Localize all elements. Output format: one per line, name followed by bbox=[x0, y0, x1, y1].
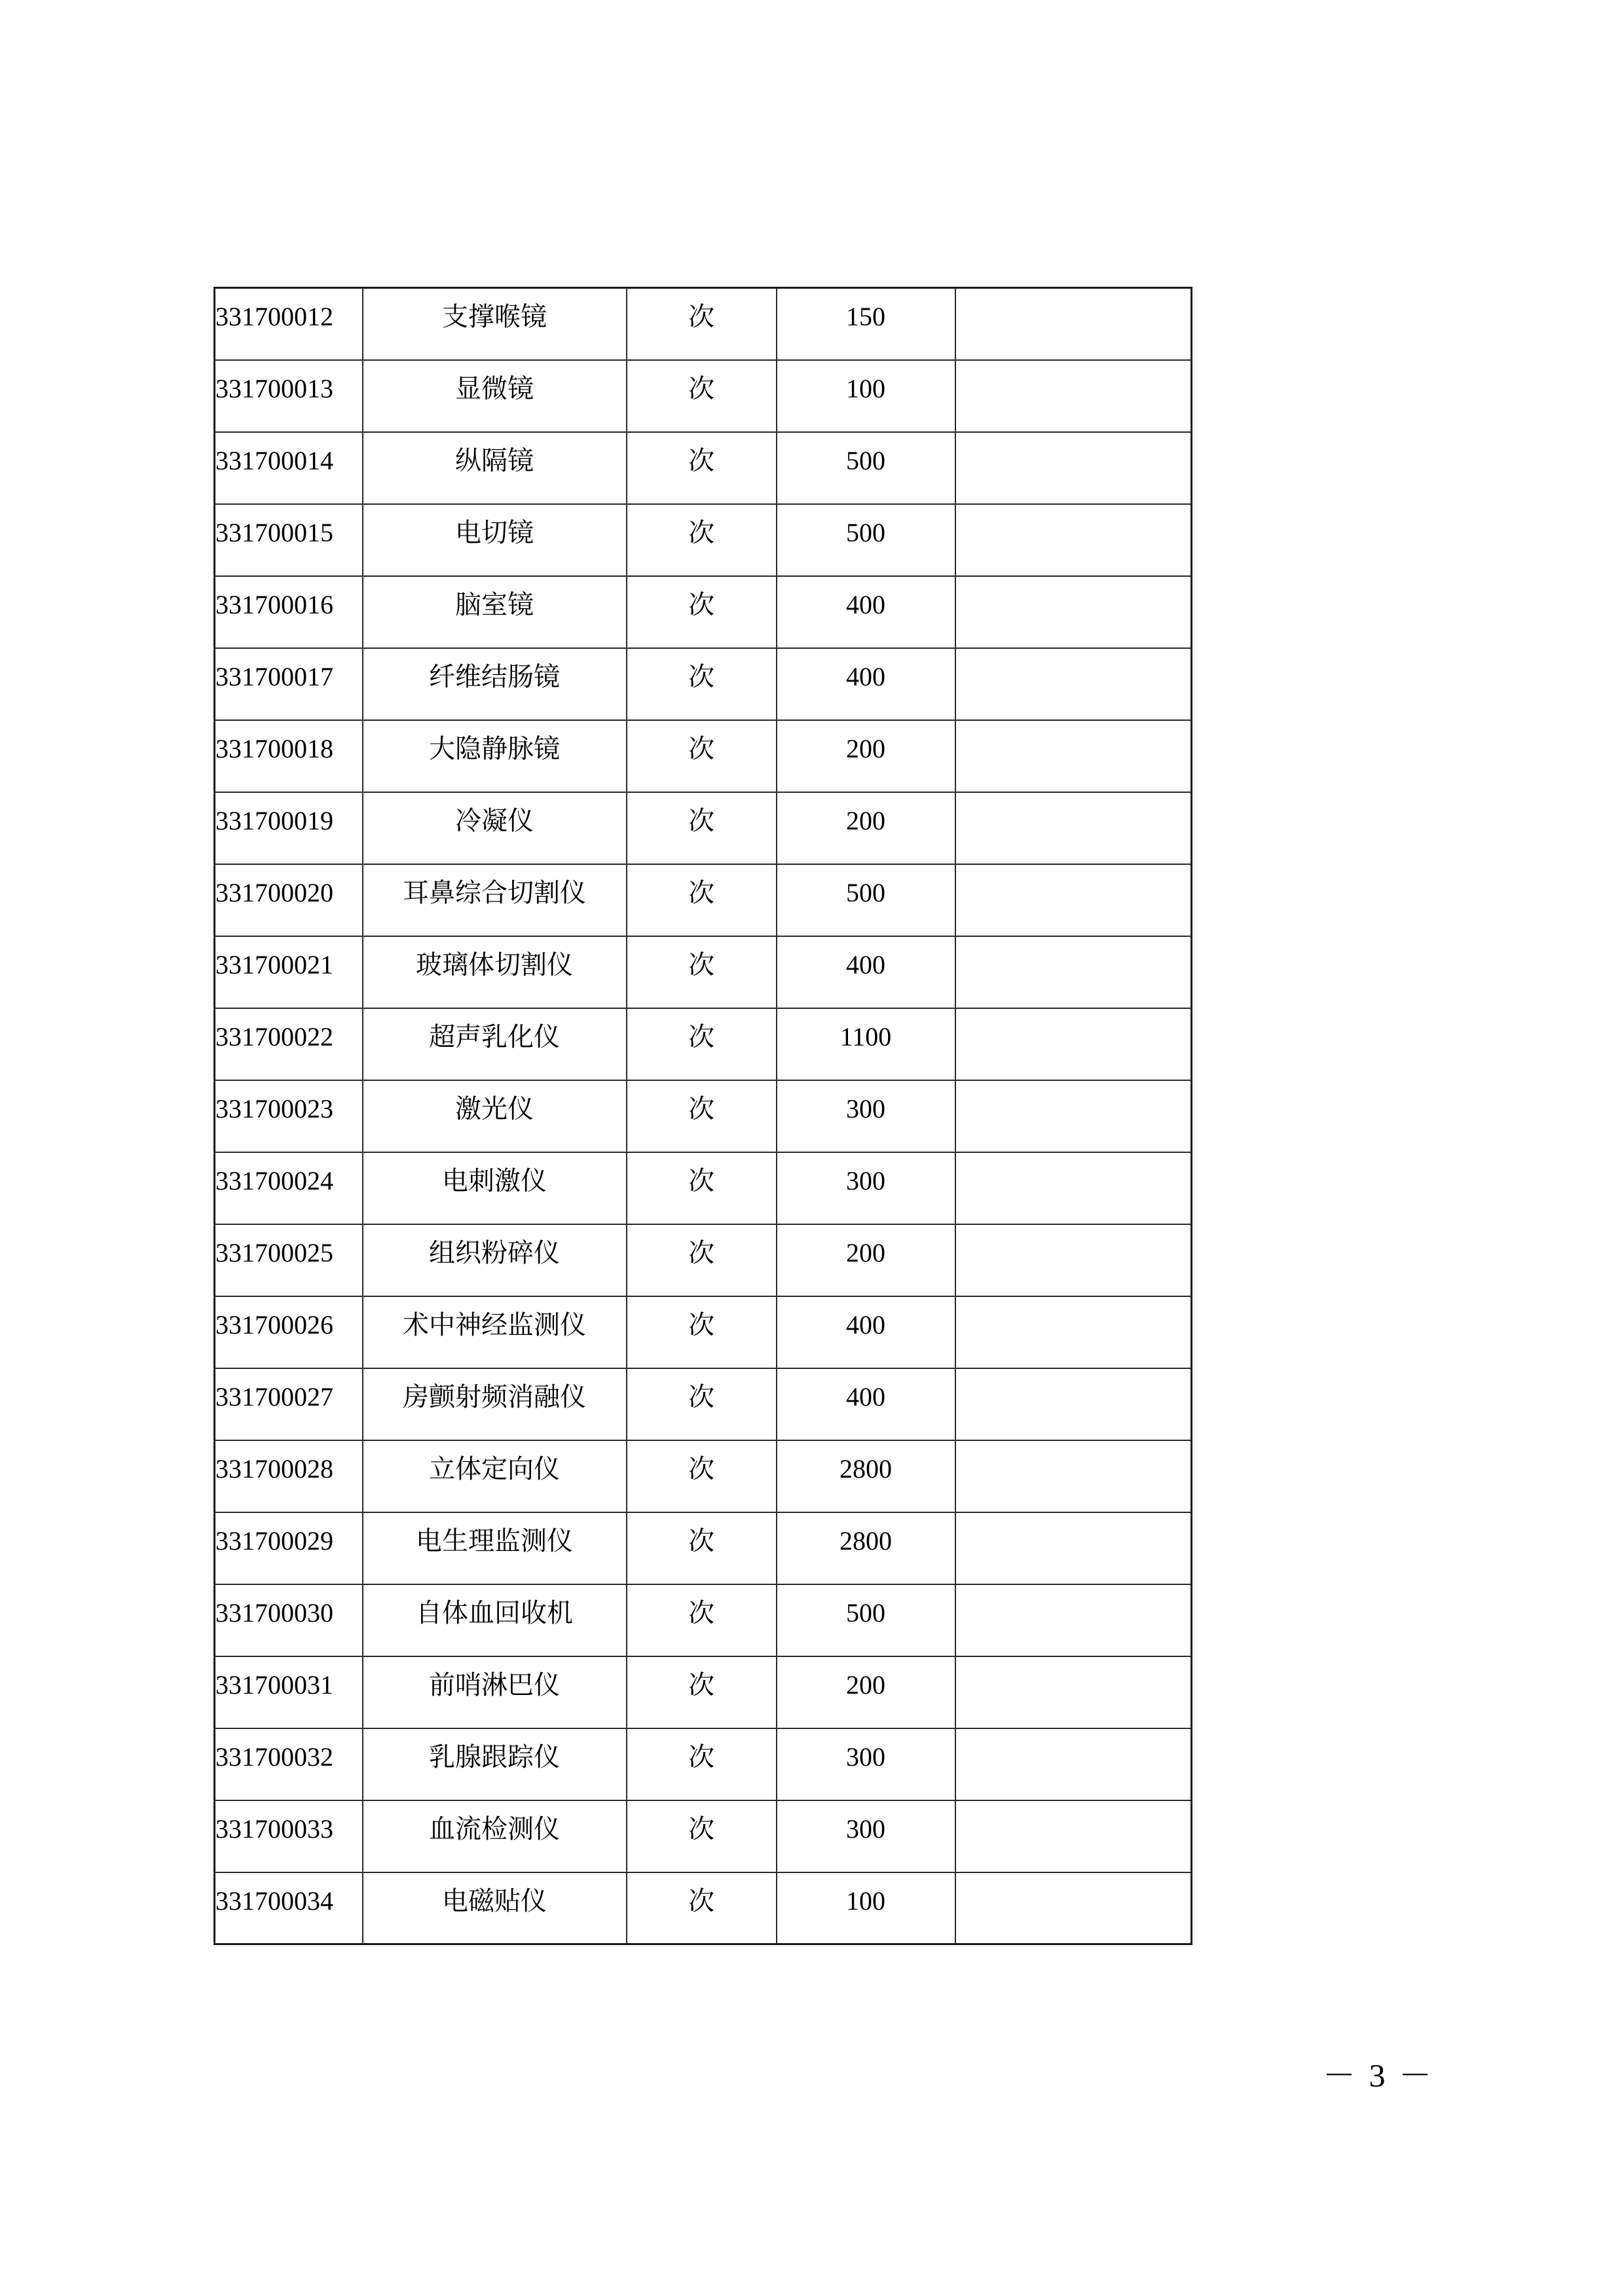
item-name-cell: 电生理监测仪 bbox=[363, 1512, 627, 1584]
unit-cell: 次 bbox=[627, 1800, 777, 1872]
unit-cell: 次 bbox=[627, 864, 777, 936]
table-row bbox=[215, 504, 1192, 576]
price-cell: 100 bbox=[777, 1872, 955, 1944]
item-name-cell: 电切镜 bbox=[363, 504, 627, 576]
table-row bbox=[215, 936, 1192, 1008]
item-name-cell: 大隐静脉镜 bbox=[363, 720, 627, 792]
item-code-cell: 331700033 bbox=[215, 1800, 363, 1872]
price-cell: 2800 bbox=[777, 1440, 955, 1512]
table-row bbox=[215, 1872, 1192, 1944]
unit-cell: 次 bbox=[627, 1296, 777, 1368]
price-cell: 200 bbox=[777, 720, 955, 792]
table-row bbox=[215, 720, 1192, 792]
price-cell: 300 bbox=[777, 1800, 955, 1872]
unit-cell: 次 bbox=[627, 288, 777, 360]
item-name-cell: 血流检测仪 bbox=[363, 1800, 627, 1872]
note-cell bbox=[955, 288, 1192, 360]
note-cell bbox=[955, 648, 1192, 720]
item-name-cell: 乳腺跟踪仪 bbox=[363, 1728, 627, 1800]
note-cell bbox=[955, 432, 1192, 504]
note-cell bbox=[955, 576, 1192, 648]
note-cell bbox=[955, 1296, 1192, 1368]
item-name-cell: 纤维结肠镜 bbox=[363, 648, 627, 720]
note-cell bbox=[955, 1872, 1192, 1944]
price-cell: 400 bbox=[777, 648, 955, 720]
item-name-cell: 前哨淋巴仪 bbox=[363, 1656, 627, 1728]
table-body bbox=[215, 288, 1192, 1944]
price-cell: 100 bbox=[777, 360, 955, 432]
note-cell bbox=[955, 360, 1192, 432]
price-cell: 500 bbox=[777, 864, 955, 936]
item-code-cell: 331700017 bbox=[215, 648, 363, 720]
price-cell: 500 bbox=[777, 504, 955, 576]
item-name-cell: 激光仪 bbox=[363, 1080, 627, 1152]
note-cell bbox=[955, 1152, 1192, 1224]
note-cell bbox=[955, 1584, 1192, 1656]
item-name-cell: 耳鼻综合切割仪 bbox=[363, 864, 627, 936]
price-cell: 200 bbox=[777, 1656, 955, 1728]
note-cell bbox=[955, 1224, 1192, 1296]
unit-cell: 次 bbox=[627, 360, 777, 432]
item-code-cell: 331700031 bbox=[215, 1656, 363, 1728]
note-cell bbox=[955, 1368, 1192, 1440]
unit-cell: 次 bbox=[627, 1368, 777, 1440]
item-code-cell: 331700027 bbox=[215, 1368, 363, 1440]
table-row bbox=[215, 1152, 1192, 1224]
unit-cell: 次 bbox=[627, 1728, 777, 1800]
item-name-cell: 电磁贴仪 bbox=[363, 1872, 627, 1944]
note-cell bbox=[955, 1440, 1192, 1512]
item-name-cell: 自体血回收机 bbox=[363, 1584, 627, 1656]
item-name-cell: 超声乳化仪 bbox=[363, 1008, 627, 1080]
price-cell: 300 bbox=[777, 1080, 955, 1152]
note-cell bbox=[955, 936, 1192, 1008]
table-row bbox=[215, 360, 1192, 432]
item-code-cell: 331700020 bbox=[215, 864, 363, 936]
unit-cell: 次 bbox=[627, 1152, 777, 1224]
table-row bbox=[215, 1224, 1192, 1296]
table-row bbox=[215, 864, 1192, 936]
price-cell: 150 bbox=[777, 288, 955, 360]
table-row bbox=[215, 1656, 1192, 1728]
item-code-cell: 331700013 bbox=[215, 360, 363, 432]
item-name-cell: 立体定向仪 bbox=[363, 1440, 627, 1512]
item-code-cell: 331700034 bbox=[215, 1872, 363, 1944]
table-row bbox=[215, 1296, 1192, 1368]
item-name-cell: 房颤射频消融仪 bbox=[363, 1368, 627, 1440]
table-row bbox=[215, 288, 1192, 360]
item-code-cell: 331700016 bbox=[215, 576, 363, 648]
note-cell bbox=[955, 504, 1192, 576]
price-cell: 200 bbox=[777, 1224, 955, 1296]
table-row bbox=[215, 1080, 1192, 1152]
table-row bbox=[215, 648, 1192, 720]
unit-cell: 次 bbox=[627, 1080, 777, 1152]
item-name-cell: 脑室镜 bbox=[363, 576, 627, 648]
item-code-cell: 331700019 bbox=[215, 792, 363, 864]
note-cell bbox=[955, 1656, 1192, 1728]
note-cell bbox=[955, 792, 1192, 864]
item-code-cell: 331700025 bbox=[215, 1224, 363, 1296]
note-cell bbox=[955, 1008, 1192, 1080]
item-name-cell: 纵隔镜 bbox=[363, 432, 627, 504]
item-name-cell: 组织粉碎仪 bbox=[363, 1224, 627, 1296]
unit-cell: 次 bbox=[627, 1224, 777, 1296]
price-cell: 400 bbox=[777, 576, 955, 648]
item-code-cell: 331700024 bbox=[215, 1152, 363, 1224]
price-cell: 400 bbox=[777, 1296, 955, 1368]
table-row bbox=[215, 1512, 1192, 1584]
item-name-cell: 冷凝仪 bbox=[363, 792, 627, 864]
item-code-cell: 331700021 bbox=[215, 936, 363, 1008]
item-code-cell: 331700014 bbox=[215, 432, 363, 504]
unit-cell: 次 bbox=[627, 936, 777, 1008]
item-name-cell: 术中神经监测仪 bbox=[363, 1296, 627, 1368]
unit-cell: 次 bbox=[627, 1512, 777, 1584]
price-cell: 500 bbox=[777, 1584, 955, 1656]
table-row bbox=[215, 1440, 1192, 1512]
page-number: － 3 － bbox=[1323, 2057, 1434, 2094]
price-cell: 1100 bbox=[777, 1008, 955, 1080]
price-cell: 500 bbox=[777, 432, 955, 504]
table-row bbox=[215, 1368, 1192, 1440]
item-code-cell: 331700029 bbox=[215, 1512, 363, 1584]
item-name-cell: 支撑喉镜 bbox=[363, 288, 627, 360]
item-code-cell: 331700032 bbox=[215, 1728, 363, 1800]
unit-cell: 次 bbox=[627, 1440, 777, 1512]
note-cell bbox=[955, 1080, 1192, 1152]
note-cell bbox=[955, 1512, 1192, 1584]
price-cell: 300 bbox=[777, 1152, 955, 1224]
note-cell bbox=[955, 1728, 1192, 1800]
unit-cell: 次 bbox=[627, 1872, 777, 1944]
item-code-cell: 331700028 bbox=[215, 1440, 363, 1512]
note-cell bbox=[955, 864, 1192, 936]
table-row bbox=[215, 792, 1192, 864]
unit-cell: 次 bbox=[627, 1584, 777, 1656]
note-cell bbox=[955, 720, 1192, 792]
item-code-cell: 331700012 bbox=[215, 288, 363, 360]
item-code-cell: 331700030 bbox=[215, 1584, 363, 1656]
price-cell: 400 bbox=[777, 1368, 955, 1440]
unit-cell: 次 bbox=[627, 432, 777, 504]
item-name-cell: 玻璃体切割仪 bbox=[363, 936, 627, 1008]
unit-cell: 次 bbox=[627, 720, 777, 792]
item-code-cell: 331700026 bbox=[215, 1296, 363, 1368]
table-row bbox=[215, 1584, 1192, 1656]
price-cell: 2800 bbox=[777, 1512, 955, 1584]
price-cell: 300 bbox=[777, 1728, 955, 1800]
item-code-cell: 331700022 bbox=[215, 1008, 363, 1080]
item-code-cell: 331700023 bbox=[215, 1080, 363, 1152]
unit-cell: 次 bbox=[627, 648, 777, 720]
price-cell: 400 bbox=[777, 936, 955, 1008]
fee-schedule-table bbox=[213, 287, 1192, 1945]
item-code-cell: 331700018 bbox=[215, 720, 363, 792]
unit-cell: 次 bbox=[627, 792, 777, 864]
unit-cell: 次 bbox=[627, 504, 777, 576]
unit-cell: 次 bbox=[627, 1656, 777, 1728]
unit-cell: 次 bbox=[627, 1008, 777, 1080]
table-row bbox=[215, 1008, 1192, 1080]
note-cell bbox=[955, 1800, 1192, 1872]
item-code-cell: 331700015 bbox=[215, 504, 363, 576]
item-name-cell: 显微镜 bbox=[363, 360, 627, 432]
price-cell: 200 bbox=[777, 792, 955, 864]
table-row bbox=[215, 432, 1192, 504]
table-row bbox=[215, 1728, 1192, 1800]
unit-cell: 次 bbox=[627, 576, 777, 648]
table-row bbox=[215, 576, 1192, 648]
item-name-cell: 电刺激仪 bbox=[363, 1152, 627, 1224]
table-row bbox=[215, 1800, 1192, 1872]
